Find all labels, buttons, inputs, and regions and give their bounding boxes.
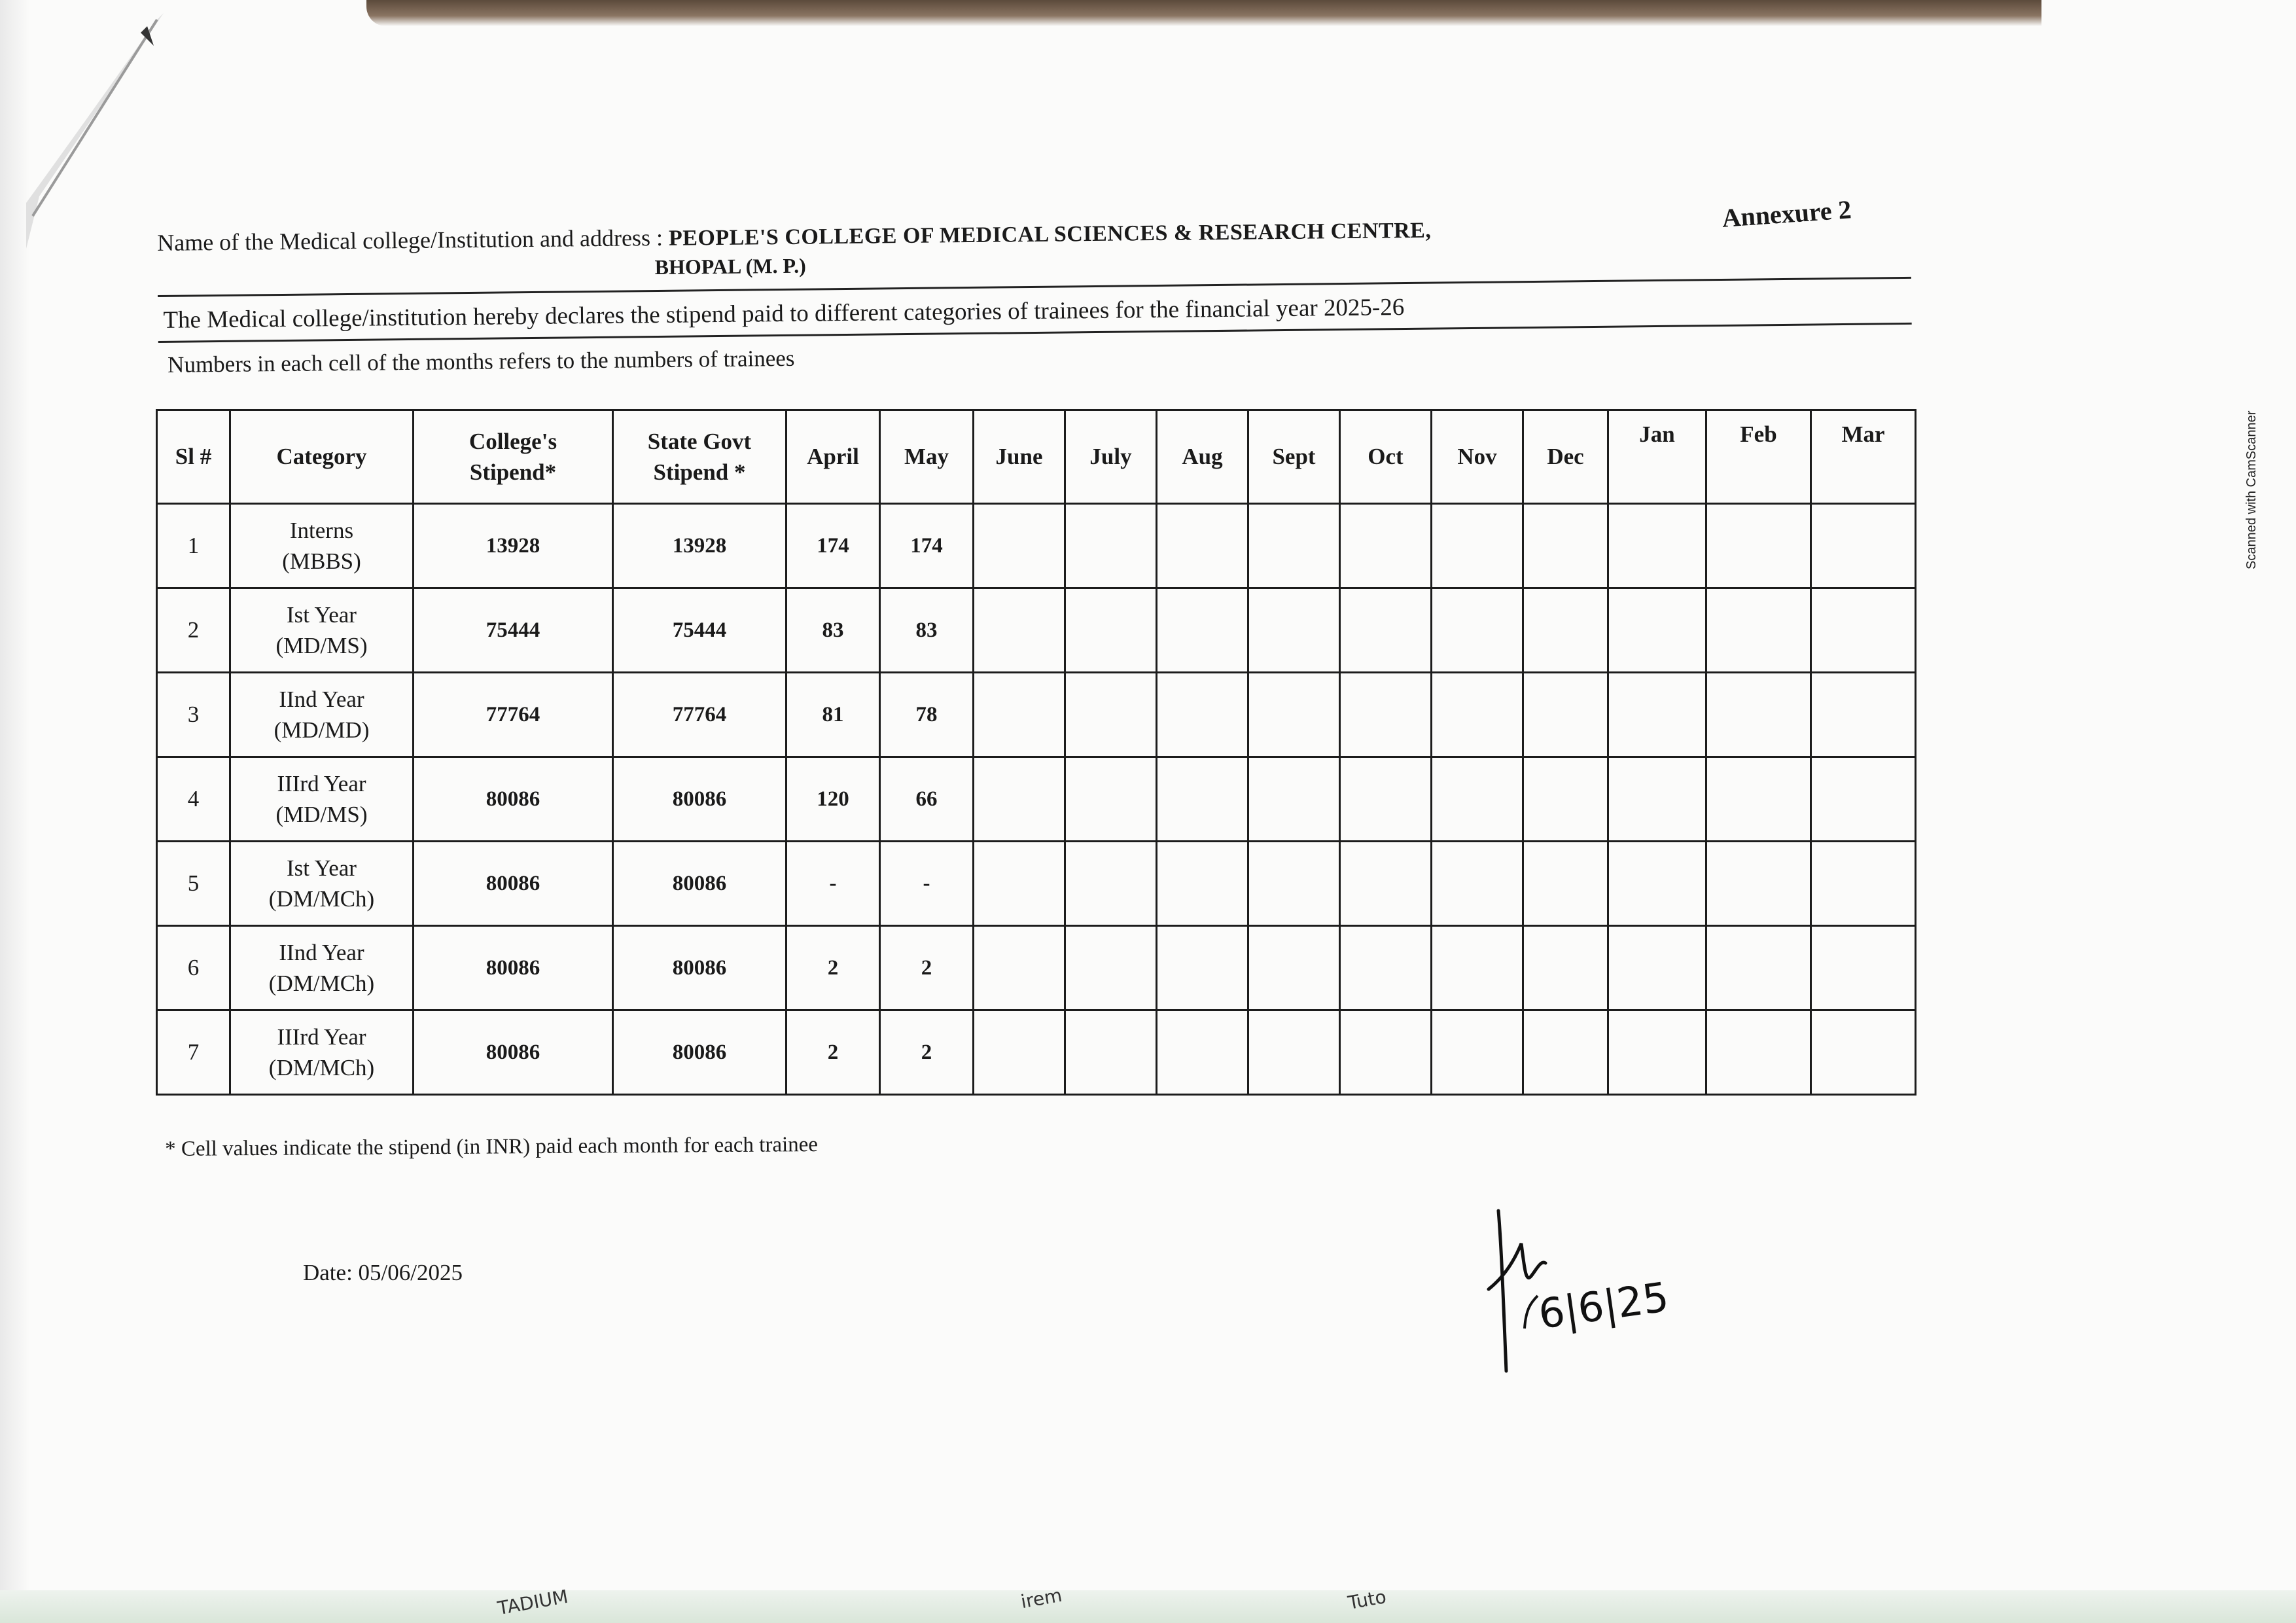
cell-empty [1811, 757, 1916, 842]
category-line2: (DM/MCh) [268, 971, 375, 996]
category-line1: IInd Year [279, 686, 364, 712]
document-date: Date: 05/06/2025 [303, 1260, 463, 1285]
cell-empty [974, 842, 1065, 926]
cell-empty [1065, 926, 1157, 1010]
header-month-aug: Aug [1157, 410, 1248, 504]
bottom-fragment-1: TADIUM [495, 1585, 570, 1620]
declaration-text: The Medical college/institution hereby declares the stipend paid to different categories of trainees for the financial year 2025-26 [163, 294, 1405, 334]
cell-empty [1811, 588, 1916, 673]
header-month-dec: Dec [1523, 410, 1608, 504]
cell-empty [1706, 588, 1811, 673]
cell-empty [974, 1010, 1065, 1095]
cell-category [230, 504, 414, 588]
cell-empty [1432, 757, 1523, 842]
cell-college-stipend: 80086 [414, 757, 613, 842]
cell-empty [1811, 673, 1916, 757]
cell-empty [1608, 588, 1706, 673]
cell-empty [1157, 842, 1248, 926]
table-row [157, 588, 1916, 673]
cell-state-stipend: 77764 [613, 673, 786, 757]
cell-empty [1157, 1010, 1248, 1095]
category-line2: (DM/MCh) [268, 1055, 375, 1080]
cell-may: 2 [880, 926, 974, 1010]
cell-sl: 6 [157, 926, 230, 1010]
cell-empty [974, 757, 1065, 842]
cell-empty [1432, 673, 1523, 757]
cell-category [230, 926, 414, 1010]
cell-empty [1811, 1010, 1916, 1095]
table-row [157, 842, 1916, 926]
table-body [157, 504, 1916, 1095]
cell-sl: 2 [157, 588, 230, 673]
cell-empty [1523, 588, 1608, 673]
table-note: Numbers in each cell of the months refers to the numbers of trainees [167, 345, 795, 378]
handwritten-signature [1485, 1198, 1682, 1381]
category-line1: Ist Year [287, 601, 357, 628]
header-state-stipend-line2: Stipend * [653, 459, 746, 485]
header-month-oct: Oct [1340, 410, 1432, 504]
cell-empty [1157, 673, 1248, 757]
cell-state-stipend: 75444 [613, 588, 786, 673]
cell-empty [1608, 842, 1706, 926]
cell-sl: 5 [157, 842, 230, 926]
cell-empty [1157, 926, 1248, 1010]
cell-sl: 7 [157, 1010, 230, 1095]
cell-empty [1523, 504, 1608, 588]
cell-april: 174 [786, 504, 880, 588]
camscanner-watermark: Scanned with CamScanner [2244, 410, 2259, 569]
category-line1: IInd Year [279, 939, 364, 965]
header-college-stipend-line1: College's [468, 428, 557, 454]
category-line1: Ist Year [287, 855, 357, 881]
cell-college-stipend: 80086 [414, 926, 613, 1010]
cell-category [230, 1010, 414, 1095]
cell-empty [1811, 842, 1916, 926]
cell-april: 2 [786, 926, 880, 1010]
cell-empty [1248, 673, 1340, 757]
header-month-jan-label: Jan [1639, 421, 1675, 448]
cell-may: 174 [880, 504, 974, 588]
header-month-april: April [786, 410, 880, 504]
category-line2: (MD/MS) [275, 633, 368, 658]
cell-college-stipend: 77764 [414, 673, 613, 757]
cell-empty [1706, 842, 1811, 926]
category-line1: IIIrd Year [277, 770, 366, 796]
cell-empty [1340, 926, 1432, 1010]
table-row [157, 926, 1916, 1010]
institution-name: PEOPLE'S COLLEGE OF MEDICAL SCIENCES & RESEARCH CENTRE, [668, 218, 1432, 251]
cell-empty [1432, 504, 1523, 588]
cell-empty [1523, 757, 1608, 842]
cell-empty [1608, 1010, 1706, 1095]
cell-sl: 1 [157, 504, 230, 588]
cell-empty [1340, 504, 1432, 588]
header-month-july: July [1065, 410, 1157, 504]
cell-empty [1340, 588, 1432, 673]
cell-empty [1706, 1010, 1811, 1095]
category-line2: (MD/MS) [275, 802, 368, 827]
cell-state-stipend: 80086 [613, 1010, 786, 1095]
cell-empty [1157, 757, 1248, 842]
cell-empty [1248, 842, 1340, 926]
header-category: Category [230, 410, 414, 504]
cell-empty [1248, 1010, 1340, 1095]
document-header [157, 211, 1912, 378]
cell-empty [1608, 757, 1706, 842]
cell-empty [1340, 1010, 1432, 1095]
cell-empty [1523, 842, 1608, 926]
cell-may: 66 [880, 757, 974, 842]
stipend-table [156, 409, 1916, 1096]
cell-college-stipend: 75444 [414, 588, 613, 673]
table-header-row [157, 410, 1916, 504]
cell-empty [1157, 588, 1248, 673]
cell-empty [1432, 588, 1523, 673]
cell-empty [1706, 757, 1811, 842]
cell-empty [974, 926, 1065, 1010]
cell-may: 78 [880, 673, 974, 757]
table-row [157, 504, 1916, 588]
bottom-fragment-3: Tuto [1346, 1586, 1388, 1614]
header-month-nov: Nov [1432, 410, 1523, 504]
header-sl: Sl # [157, 410, 230, 504]
category-line2: (MD/MD) [274, 717, 370, 743]
cell-april: 120 [786, 757, 880, 842]
cell-empty [1432, 1010, 1523, 1095]
cell-sl: 4 [157, 757, 230, 842]
cell-empty [1157, 504, 1248, 588]
cell-empty [1065, 504, 1157, 588]
cell-may: - [880, 842, 974, 926]
category-line2: (DM/MCh) [268, 886, 375, 912]
cell-april: 81 [786, 673, 880, 757]
header-month-sept: Sept [1248, 410, 1340, 504]
cell-college-stipend: 80086 [414, 842, 613, 926]
cell-state-stipend: 80086 [613, 926, 786, 1010]
header-month-mar-label: Mar [1841, 421, 1885, 448]
cell-april: 2 [786, 1010, 880, 1095]
cell-empty [1248, 588, 1340, 673]
cell-state-stipend: 13928 [613, 504, 786, 588]
cell-empty [1706, 673, 1811, 757]
annexure-label: Annexure 2 [1721, 194, 1852, 233]
cell-empty [974, 673, 1065, 757]
table-row [157, 757, 1916, 842]
cell-empty [1340, 673, 1432, 757]
cell-empty [1065, 1010, 1157, 1095]
table-row [157, 673, 1916, 757]
cell-college-stipend: 13928 [414, 504, 613, 588]
cell-category [230, 757, 414, 842]
cell-college-stipend: 80086 [414, 1010, 613, 1095]
bottom-fragment-2: irem [1019, 1584, 1064, 1613]
header-state-stipend [613, 410, 786, 504]
header-month-feb-label: Feb [1740, 421, 1777, 448]
cell-empty [1608, 926, 1706, 1010]
cell-april: - [786, 842, 880, 926]
cell-empty [1432, 926, 1523, 1010]
cell-empty [1811, 504, 1916, 588]
cell-empty [1065, 588, 1157, 673]
cell-empty [1248, 504, 1340, 588]
cell-empty [1608, 673, 1706, 757]
stipend-footnote: * Cell values indicate the stipend (in INR) paid each month for each trainee [165, 1133, 819, 1161]
cell-empty [1706, 926, 1811, 1010]
cell-empty [1432, 842, 1523, 926]
header-month-feb [1706, 410, 1811, 504]
header-college-stipend [414, 410, 613, 504]
header-month-jan [1608, 410, 1706, 504]
cell-may: 2 [880, 1010, 974, 1095]
header-month-june: June [974, 410, 1065, 504]
cell-sl: 3 [157, 673, 230, 757]
cell-empty [1248, 926, 1340, 1010]
institution-city: BHOPAL (M. P.) [654, 253, 806, 279]
cell-may: 83 [880, 588, 974, 673]
cell-category [230, 673, 414, 757]
category-line1: IIIrd Year [277, 1024, 366, 1050]
cell-empty [1248, 757, 1340, 842]
cell-empty [1065, 673, 1157, 757]
cell-empty [1065, 757, 1157, 842]
category-line1: Interns [289, 517, 354, 543]
header-month-may: May [880, 410, 974, 504]
cell-empty [1523, 1010, 1608, 1095]
cell-state-stipend: 80086 [613, 757, 786, 842]
cell-empty [1706, 504, 1811, 588]
cell-category [230, 588, 414, 673]
cell-empty [1065, 842, 1157, 926]
cell-empty [974, 504, 1065, 588]
header-month-mar [1811, 410, 1916, 504]
cell-empty [1523, 926, 1608, 1010]
institution-label: Name of the Medical college/Institution and address : [157, 224, 663, 256]
cell-empty [974, 588, 1065, 673]
cell-empty [1340, 757, 1432, 842]
cell-empty [1811, 926, 1916, 1010]
header-college-stipend-line2: Stipend* [469, 459, 557, 485]
svg-text:6|6|25: 6|6|25 [1535, 1272, 1672, 1338]
stipend-table-wrap [156, 409, 1916, 1096]
cell-category [230, 842, 414, 926]
cell-empty [1340, 842, 1432, 926]
cell-empty [1608, 504, 1706, 588]
header-state-stipend-line1: State Govt [647, 428, 752, 454]
cell-empty [1523, 673, 1608, 757]
table-row [157, 1010, 1916, 1095]
cell-state-stipend: 80086 [613, 842, 786, 926]
cell-april: 83 [786, 588, 880, 673]
category-line2: (MBBS) [282, 548, 361, 574]
